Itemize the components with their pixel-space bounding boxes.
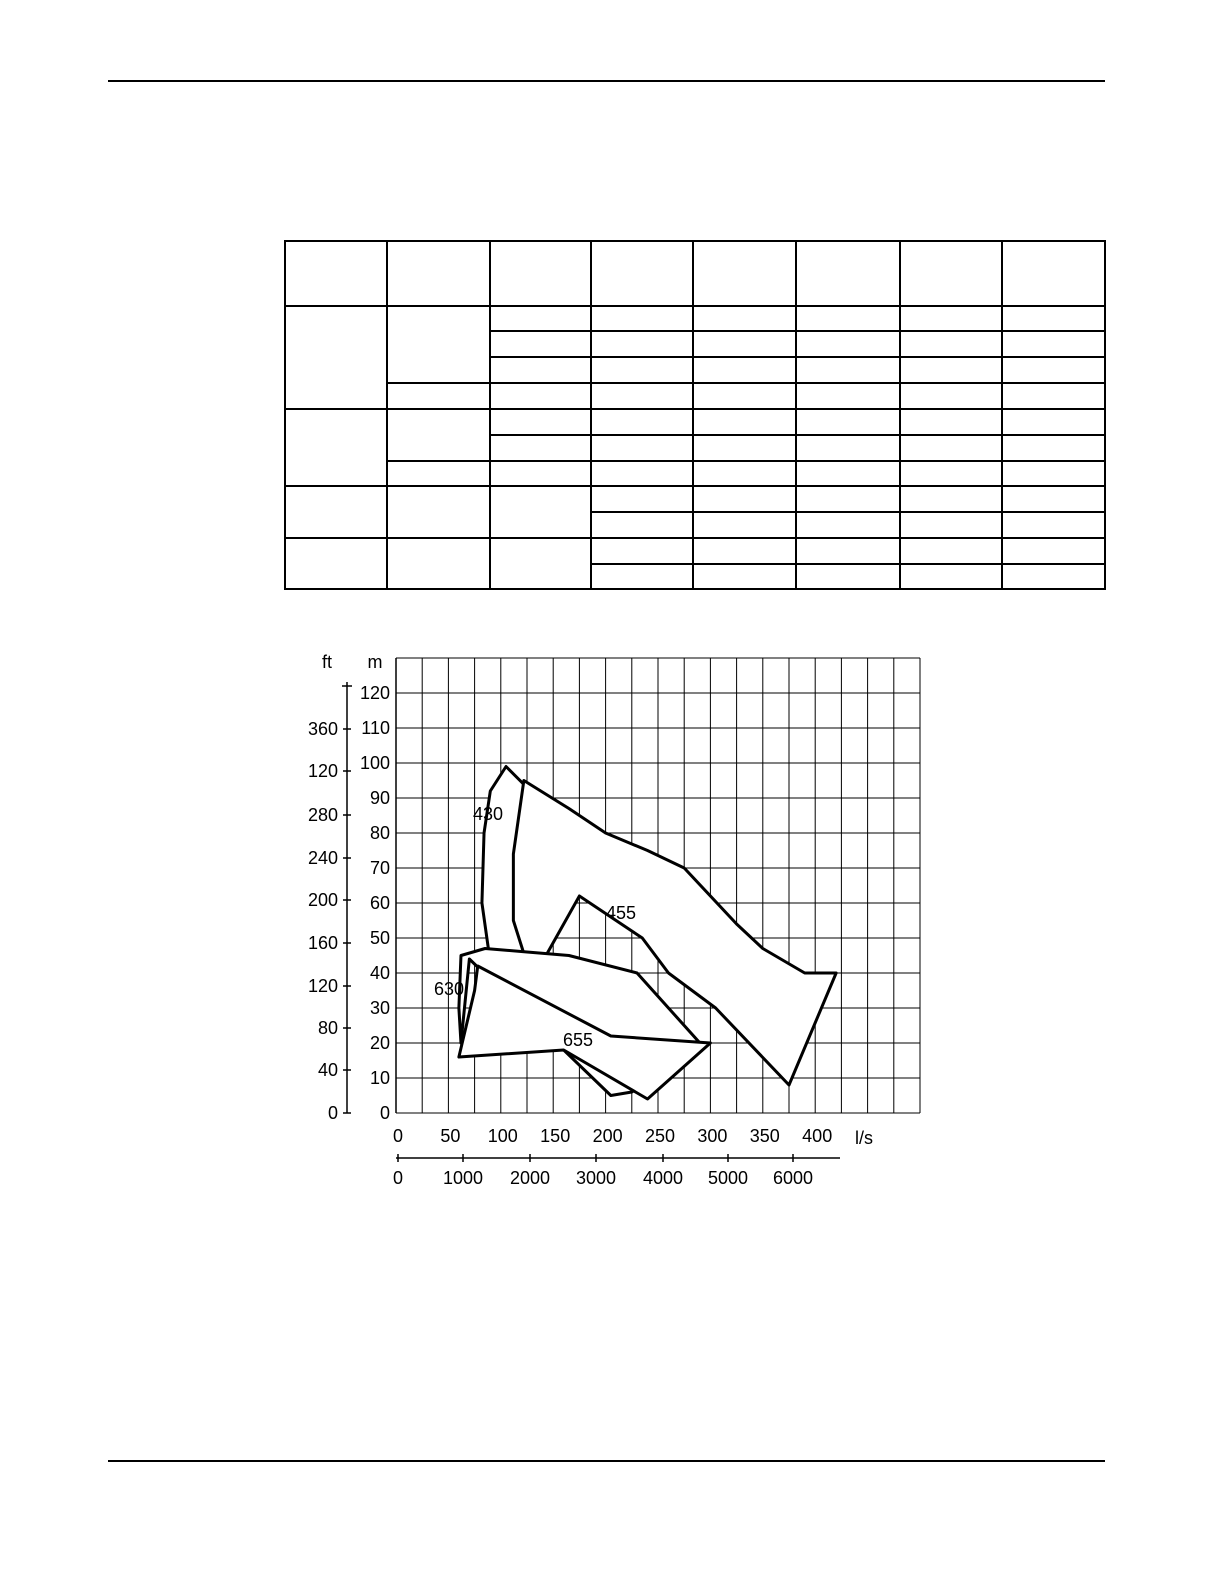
x-secondary-tick-label: 2000 xyxy=(509,1168,551,1188)
x-secondary-tick-label: 0 xyxy=(392,1168,404,1188)
y-axis-ft-unit: ft xyxy=(321,652,333,672)
x-secondary-tick-label: 3000 xyxy=(575,1168,617,1188)
x-tick-label-ls: 400 xyxy=(802,1126,833,1146)
x-tick-label-ls: 200 xyxy=(592,1126,623,1146)
y-tick-label-ft: 40 xyxy=(317,1060,338,1080)
x-tick-label-ls: 100 xyxy=(487,1126,518,1146)
y-tick-label-ft: 80 xyxy=(317,1018,338,1038)
y-axis-m-unit: m xyxy=(367,652,383,672)
chart-axes xyxy=(342,658,840,1162)
y-tick-label-m: 0 xyxy=(379,1103,390,1123)
y-tick-label-ft: 120 xyxy=(307,761,338,781)
y-tick-label-ft: 360 xyxy=(307,719,338,739)
chart-regions xyxy=(459,767,836,1100)
x-tick-label-ls: 350 xyxy=(749,1126,780,1146)
y-tick-label-m: 60 xyxy=(369,893,390,913)
x-tick-label-ls: 250 xyxy=(644,1126,676,1146)
y-tick-label-ft: 200 xyxy=(307,890,338,910)
x-tick-label-ls: 0 xyxy=(392,1126,404,1146)
y-tick-label-m: 90 xyxy=(369,788,390,808)
y-tick-label-m: 80 xyxy=(369,823,390,843)
y-tick-label-m: 110 xyxy=(361,718,390,738)
y-tick-label-m: 100 xyxy=(359,753,390,773)
footer-rule xyxy=(108,1460,1105,1462)
y-tick-label-ft: 160 xyxy=(307,933,338,953)
y-tick-label-ft: 120 xyxy=(307,976,338,996)
y-tick-label-ft: 240 xyxy=(307,848,338,868)
y-tick-label-m: 40 xyxy=(369,963,390,983)
y-tick-label-m: 70 xyxy=(369,858,390,878)
y-tick-label-ft: 0 xyxy=(327,1103,338,1123)
region-label-630: 630 xyxy=(433,979,465,999)
x-secondary-tick-label: 1000 xyxy=(442,1168,484,1188)
y-tick-label-m: 10 xyxy=(369,1068,390,1088)
x-axis-unit: l/s xyxy=(855,1128,873,1148)
y-tick-label-m: 20 xyxy=(369,1033,390,1053)
region-label-455: 455 xyxy=(605,903,637,923)
x-secondary-tick-label: 6000 xyxy=(772,1168,814,1188)
y-tick-label-m: 120 xyxy=(359,683,390,703)
region-label-430: 430 xyxy=(472,804,504,824)
y-tick-label-m: 50 xyxy=(369,928,390,948)
chart-labels xyxy=(308,652,873,1188)
x-tick-label-ls: 150 xyxy=(540,1126,571,1146)
region-label-655: 655 xyxy=(562,1030,594,1050)
y-tick-label-ft: 280 xyxy=(307,805,338,825)
x-tick-label-ls: 50 xyxy=(440,1126,461,1146)
x-secondary-tick-label: 4000 xyxy=(642,1168,684,1188)
x-tick-label-ls: 300 xyxy=(697,1126,728,1146)
x-secondary-tick-label: 5000 xyxy=(707,1168,749,1188)
y-tick-label-m: 30 xyxy=(369,998,390,1018)
